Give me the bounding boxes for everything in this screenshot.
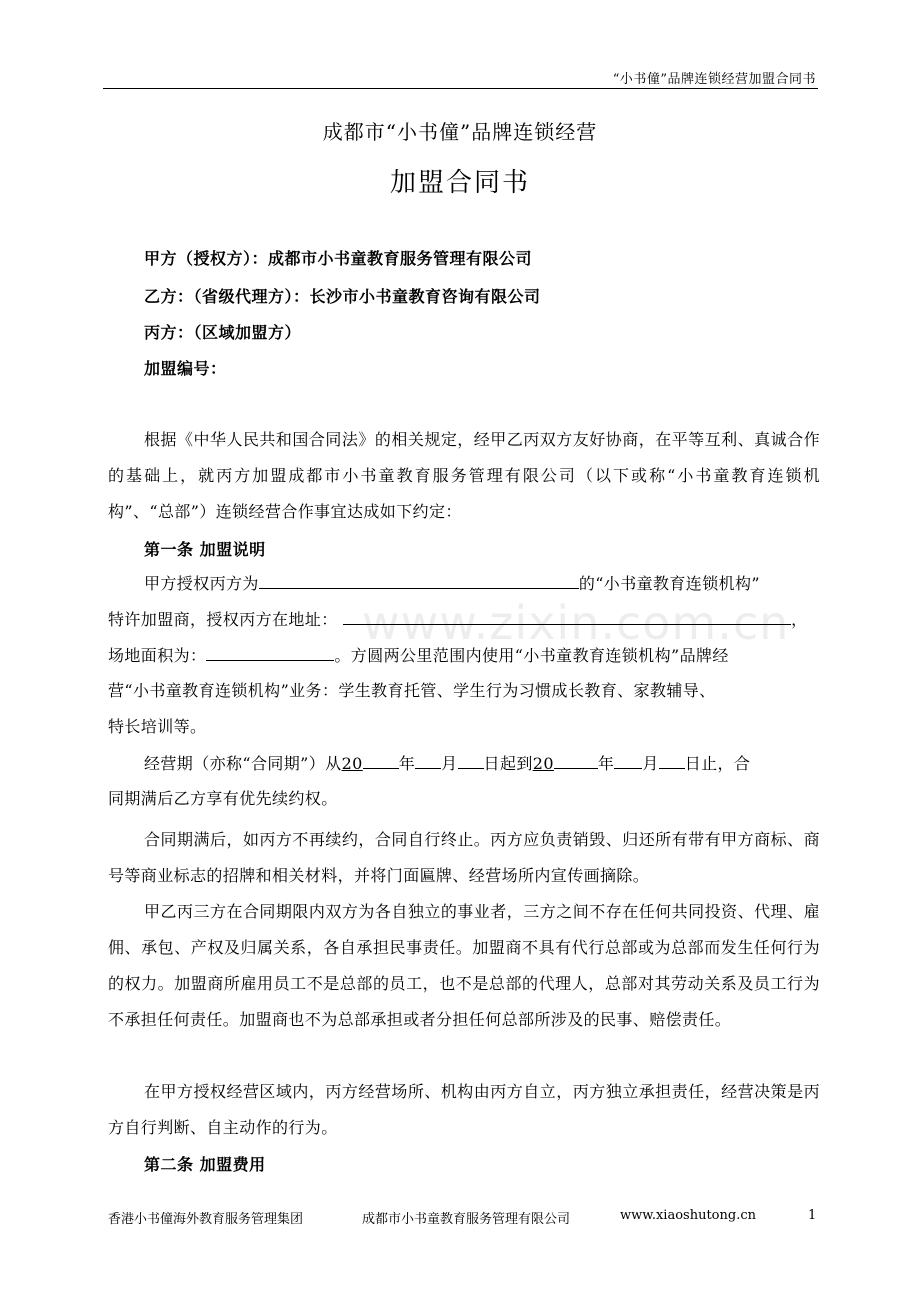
header-rule (103, 88, 818, 89)
page-number: 1 (808, 1208, 817, 1223)
franchise-number-label: 加盟编号： (144, 359, 227, 378)
independence-paragraph: 甲乙丙三方在合同期限内双方为各自独立的事业者，三方之间不存在任何共同投资、代理、雇佣、承包、产权及归属关系，各自承担民事责任。加盟商不具有代行总部或为总部而发生任何行为的权力。加盟商所雇用员工不是总部的员工，也不是总部的代理人，总部对其劳动关系及员工行为不承担任何责任。加盟商也不为总部承担或者分担任何总部所涉及的民事、赔偿责任。 (108, 902, 820, 1029)
party-c: 丙方：（区域加盟方） (144, 323, 302, 342)
watermark: www.zixin.com.cn (362, 596, 790, 650)
region-paragraph: 在甲方授权经营区域内，丙方经营场所、机构由丙方自立，丙方独立承担责任，经营决策是丙方自行判断、自主动作的行为。 (108, 1082, 820, 1137)
area-blank (206, 642, 334, 661)
end-month-label: 月 (642, 754, 659, 773)
term-text: 经营期（亦称“合同期”）从 (144, 754, 342, 773)
end-year-prefix: 20 (532, 754, 554, 773)
end-day-label: 日止，合 (684, 754, 751, 773)
footer-center: 成都市小书童教育服务管理有限公司 (362, 1212, 571, 1227)
grant-text-1a: 甲方授权丙方为 (144, 574, 259, 593)
grant-line-1 (144, 570, 760, 594)
running-header: “小书僮”品牌连锁经营加盟合同书 (612, 72, 816, 87)
end-month-blank (614, 750, 642, 769)
section-2-title: 第二条 加盟费用 (144, 1155, 266, 1174)
grant-text-3a: 场地面积为： (108, 646, 207, 665)
term-line-2: 同期满后乙方享有优先续约权。 (108, 789, 338, 808)
document-title-line1: 成都市“小书僮”品牌连锁经营 (322, 120, 598, 144)
document-title-line2: 加盟合同书 (389, 168, 530, 198)
section-1-title: 第一条 加盟说明 (144, 540, 266, 559)
start-year-blank (363, 750, 399, 769)
end-year-blank (554, 750, 598, 769)
start-day-blank (458, 750, 484, 769)
intro-paragraph: 根据《中华人民共和国合同法》的相关规定，经甲乙丙双方友好协商，在平等互利、真诚合作的基础上，就丙方加盟成都市小书童教育服务管理有限公司（以下或称“小书童教育连锁机构”、“总部”）连锁经营合作事宜达成如下约定： (108, 430, 820, 521)
expiry-paragraph: 合同期满后，如丙方不再续约，合同自行终止。丙方应负责销毁、归还所有带有甲方商标、商号等商业标志的招牌和相关材料，并将门面匾牌、经营场所内宣传画摘除。 (108, 830, 820, 885)
grant-line-4: 营“小书童教育连锁机构”业务：学生教育托管、学生行为习惯成长教育、家教辅导、 (108, 681, 716, 700)
start-day-label: 日起到 (483, 754, 533, 773)
end-day-blank (659, 750, 685, 769)
footer-url[interactable]: www.xiaoshutong.cn (620, 1208, 756, 1223)
footer-left: 香港小书僮海外教育服务管理集团 (108, 1212, 304, 1227)
term-line-1 (144, 750, 750, 774)
grant-text-2a: 特许加盟商，授权丙方在地址： (108, 610, 338, 629)
grant-text-3b: 。方圆两公里范围内使用“小书童教育连锁机构”品牌经 (334, 646, 729, 665)
grant-text-1b: 的“小书童教育连锁机构” (578, 574, 760, 593)
end-year-label: 年 (597, 754, 615, 773)
grant-line-5: 特长培训等。 (108, 717, 207, 736)
party-a: 甲方（授权方）：成都市小书童教育服务管理有限公司 (144, 249, 533, 268)
grant-text-2b: ， (791, 610, 808, 629)
franchise-name-blank (259, 570, 579, 589)
start-month-blank (415, 750, 441, 769)
start-month-label: 月 (441, 754, 458, 773)
start-year-label: 年 (398, 754, 416, 773)
start-year-prefix: 20 (341, 754, 363, 773)
party-b: 乙方：（省级代理方）：长沙市小书童教育咨询有限公司 (144, 287, 541, 306)
